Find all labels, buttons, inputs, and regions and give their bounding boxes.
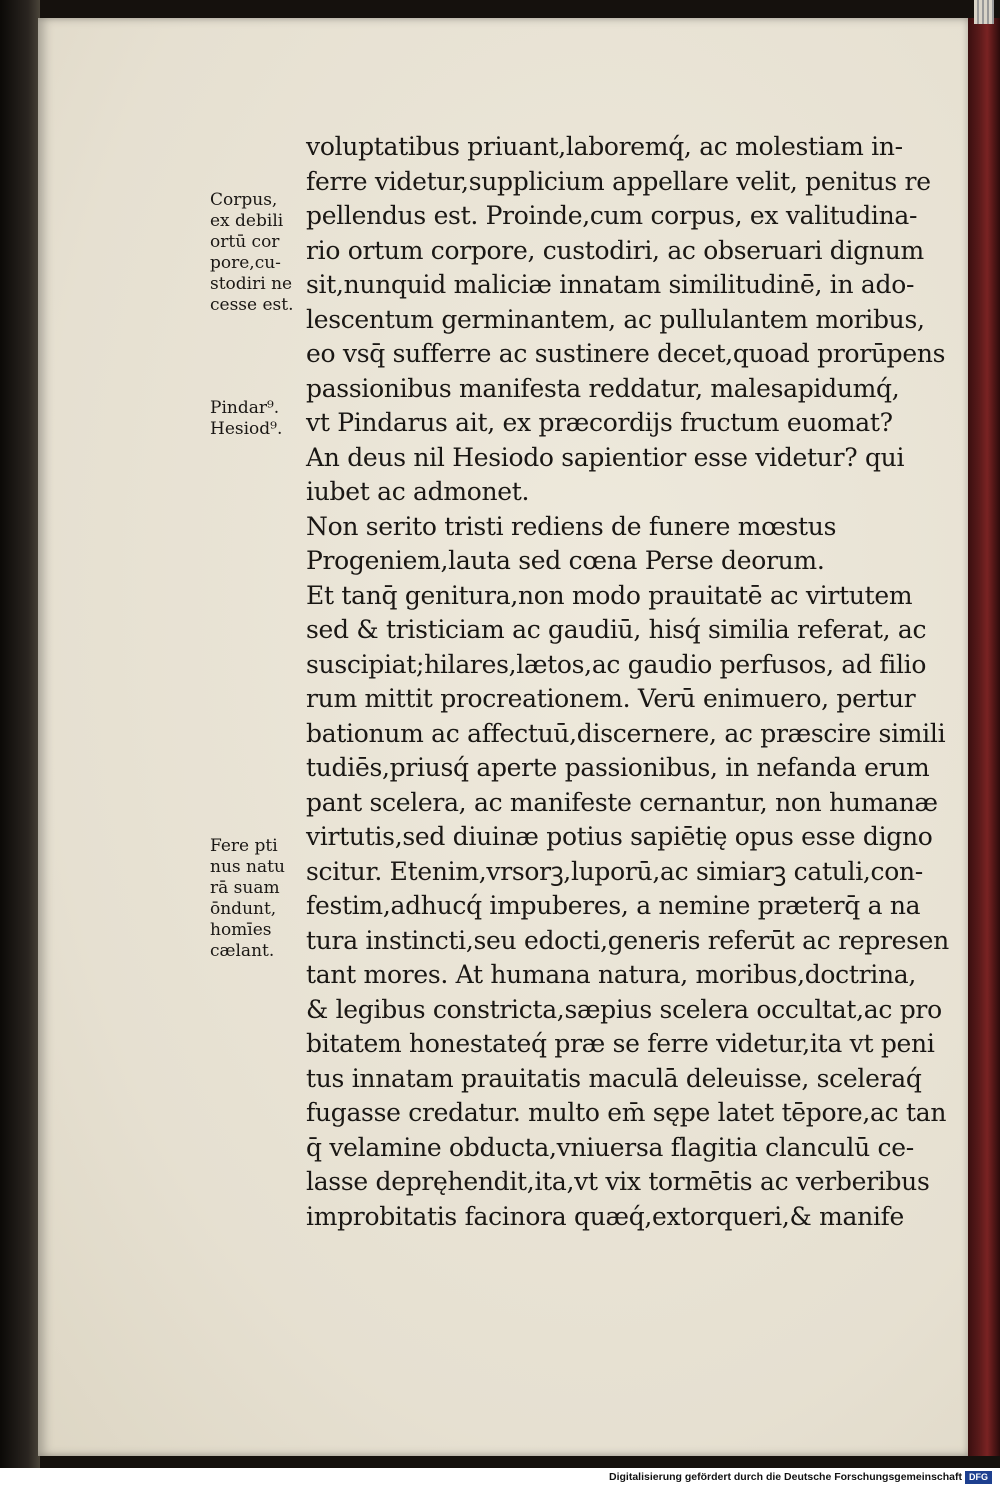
margin-note-line: pore,cu- [210,253,281,273]
margin-note-pindarus-hesiodus [210,398,282,440]
text-line: tus innatam prauitatis maculā deleuisse, sceleraq́ [306,1063,922,1093]
text-line: iubet ac admonet. [306,477,530,506]
text-line: pellendus est. Proinde,cum corpus, ex valitudina- [306,201,918,230]
dfg-logo-icon: DFG [965,1471,992,1484]
text-line: lasse depręhendit,ita,vt vix tormētis ac verberibus [306,1167,930,1196]
text-line: sed & tristiciam ac gaudiū, hisq́ similia referat, ac [306,615,927,644]
verse-line: Progeniem,lauta sed cœna Perse deorum. [306,546,825,575]
margin-notes [210,190,310,1010]
margin-note-line: Pindar⁹. [210,398,280,418]
text-line: fugasse credatur. multo em̄ sępe latet tēpore,ac tan [306,1098,947,1127]
text-line: improbitatis facinora quæq́,extorqueri,& manife [306,1201,905,1231]
text-line: vt Pindarus ait, ex præcordijs fructum euomat? [306,408,893,437]
text-line: An deus nil Hesiodo sapientior esse videtur? qui [306,442,905,472]
text-line: scitur. Etenim,vrsorꝫ,luporū,ac simiarꝫ catuli,con- [306,856,923,886]
text-line: ferre videtur,supplicium appellare velit, penitus re [306,166,931,196]
book-spine [968,18,1000,1456]
margin-note-line: stodiri ne [210,274,293,294]
text-line: & legibus constricta,sæpius scelera occultat,ac pro [306,994,942,1024]
text-line: eo vsq̄ sufferre ac sustinere decet,quoad prorūpens [306,339,946,368]
text-line: rio ortum corpore, custodiri, ac obseruari dignum [306,235,924,265]
text-line: Et tanq̄ genitura,non modo prauitatē ac virtutem [306,580,913,610]
text-line: lescentum germinantem, ac pullulantem moribus, [306,304,925,334]
footer-credit: Digitalisierung gefördert durch die Deutsche Forschungsgemeinschaft [609,1471,962,1483]
text-line: suscipiat;hilares,lætos,ac gaudio perfusos, ad filio [306,649,927,679]
main-text-block [306,130,956,1234]
text-line: pant scelera, ac manifeste cernantur, non humanæ [306,787,938,817]
verse-line: Non serito tristi rediens de funere mœstus [306,511,837,541]
text-line: tant mores. At humana natura, moribus,doctrina, [306,960,917,989]
text-line: voluptatibus priuant,laboremq́, ac molestiam in- [306,132,903,161]
spine-color-strip [974,0,994,24]
margin-note-line: Hesiod⁹. [210,419,283,439]
text-line: sit,nunquid maliciæ innatam similitudinē, in ado- [306,270,915,299]
margin-note-corpus [210,190,294,316]
text-line: q̄ velamine obducta,vniuersa flagitia clanculū ce- [306,1132,914,1162]
margin-note-line: cælant. [210,941,275,961]
text-line: festim,adhucq́ impuberes, a nemine præterq̄ a na [306,891,921,920]
text-line: tudiēs,priusq́ aperte passionibus, in nefanda erum [306,753,930,782]
text-line: bationum ac affectuū,discernere, ac præscire simili [306,718,946,748]
text-line: passionibus manifesta reddatur, malesapidumq́, [306,373,900,403]
margin-note-line: ortū cor [210,232,280,252]
margin-note-line: ex debili [210,211,284,231]
text-line: bitatem honestateq́ præ se ferre videtur,ita vt peni [306,1029,935,1058]
margin-note-line: nus natu [210,857,285,877]
margin-note-line: ōndunt, [210,899,277,919]
margin-note-fere [210,836,285,962]
text-line: rum mittit procreationem. Verū enimuero, pertur [306,684,916,713]
margin-note-line: rā suam [210,878,280,898]
text-line: tura instincti,seu edocti,generis referūt ac represen [306,925,949,955]
text-line: virtutis,sed diuinæ potius sapiētię opus esse digno [306,822,933,851]
margin-note-line: homīes [210,920,272,940]
margin-note-line: cesse est. [210,295,294,315]
margin-note-line: Corpus, [210,190,278,210]
book-left-edge [0,0,40,1468]
footer-bar [0,1468,1000,1487]
margin-note-line: Fere pti [210,836,278,856]
